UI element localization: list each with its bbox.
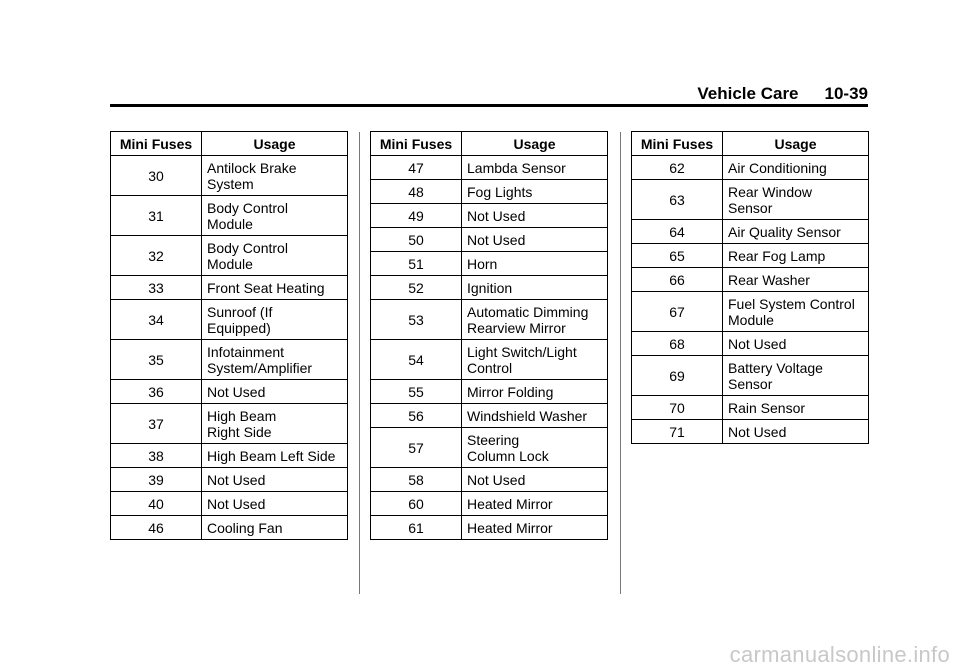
table-row [632,332,869,356]
fuse-number: 36 [111,380,202,404]
table-row [371,468,608,492]
usage-line: Control [467,359,513,376]
fuse-usage [462,204,608,228]
usage-line: Rain Sensor [728,399,806,416]
fuse-number: 37 [111,404,202,444]
table-row [632,244,869,268]
fuse-usage [462,228,608,252]
fuse-number: 66 [632,268,723,292]
table-row [371,276,608,300]
fuse-usage [723,292,869,332]
usage-line: Rear Fog Lamp [728,247,826,264]
usage-line: System [207,175,254,192]
fuse-number: 62 [632,156,723,180]
table-row [632,396,869,420]
table-row [632,220,869,244]
fuse-number: 38 [111,444,202,468]
fuse-usage [462,180,608,204]
fuse-number: 49 [371,204,462,228]
fuse-usage [723,396,869,420]
fuse-number: 52 [371,276,462,300]
fuse-number: 46 [111,516,202,540]
fuse-number: 54 [371,340,462,380]
usage-line: High Beam Left Side [207,447,336,464]
fuse-number: 40 [111,492,202,516]
fuse-number: 30 [111,156,202,196]
usage-line: Sensor [728,375,773,392]
table-row [632,356,869,396]
usage-line: Windshield Washer [467,407,588,424]
fuse-usage [723,244,869,268]
table-row [371,204,608,228]
usage-line: Not Used [467,207,526,224]
fuse-usage [202,276,348,300]
usage-line: Air Quality Sensor [728,223,841,240]
table-row [371,492,608,516]
fuse-usage [202,444,348,468]
usage-line: Horn [467,255,498,272]
usage-line: Column Lock [467,447,549,464]
usage-line: Not Used [467,231,526,248]
fuse-number: 58 [371,468,462,492]
fuse-usage [202,340,348,380]
fuse-number: 32 [111,236,202,276]
fuse-usage [723,356,869,396]
table-row [111,444,348,468]
table-row [632,156,869,180]
fuse-number: 61 [371,516,462,540]
fuse-usage [202,380,348,404]
table-row [632,268,869,292]
usage-line: Body Control [207,239,288,256]
table-row [111,516,348,540]
table-row [111,276,348,300]
usage-line: Not Used [467,471,526,488]
usage-line: Light Switch/Light [467,343,577,360]
usage-line: Not Used [728,335,787,352]
usage-line: Heated Mirror [467,495,553,512]
table-row [371,516,608,540]
table-row [371,428,608,468]
table-row [371,228,608,252]
usage-line: Front Seat Heating [207,279,325,296]
fuse-number: 35 [111,340,202,380]
fuse-usage [462,300,608,340]
fuse-number: 31 [111,196,202,236]
fuse-usage [462,468,608,492]
fuse-number: 65 [632,244,723,268]
fuse-table-2 [370,131,608,540]
fuse-number: 51 [371,252,462,276]
column-header-mini-fuses: Mini Fuses [111,132,202,156]
page-header [110,86,868,107]
table-row [111,380,348,404]
fuse-usage [202,516,348,540]
fuse-usage [462,516,608,540]
fuse-usage [723,268,869,292]
table-row [111,492,348,516]
fuse-number: 33 [111,276,202,300]
fuse-usage [202,236,348,276]
usage-line: High Beam [207,407,277,424]
column-header-mini-fuses: Mini Fuses [632,132,723,156]
fuse-table-1 [110,131,348,540]
table-row [111,340,348,380]
fuse-number: 63 [632,180,723,220]
usage-line: Right Side [207,423,272,440]
fuse-number: 47 [371,156,462,180]
usage-line: Battery Voltage [728,359,823,376]
column-header-usage: Usage [462,132,608,156]
fuse-usage [723,180,869,220]
fuse-usage [202,492,348,516]
usage-line: Cooling Fan [207,519,283,536]
usage-line: Body Control [207,199,288,216]
fuse-number: 56 [371,404,462,428]
fuse-usage [723,332,869,356]
table-row [371,340,608,380]
usage-line: Air Conditioning [728,159,827,176]
fuse-number: 39 [111,468,202,492]
usage-line: Not Used [207,471,266,488]
table-row [111,236,348,276]
fuse-usage [462,428,608,468]
fuse-usage [202,156,348,196]
fuse-usage [462,276,608,300]
usage-line: Heated Mirror [467,519,553,536]
usage-line: Automatic Dimming [467,303,589,320]
usage-line: Module [207,255,253,272]
fuse-number: 69 [632,356,723,396]
usage-line: Fuel System Control [728,295,855,312]
table-row [111,468,348,492]
usage-line: Antilock Brake [207,159,297,176]
table-row [632,180,869,220]
usage-line: Sunroof (If [207,303,273,320]
fuse-number: 57 [371,428,462,468]
fuse-number: 70 [632,396,723,420]
fuse-number: 60 [371,492,462,516]
table-row [111,404,348,444]
usage-line: Equipped) [207,319,271,336]
usage-line: Rearview Mirror [467,319,566,336]
usage-line: Infotainment [207,343,285,360]
section-title: Vehicle Care [697,84,799,103]
watermark: carmanualsonline.info [729,642,950,667]
table-row [111,300,348,340]
usage-line: Sensor [728,199,773,216]
table-row [632,292,869,332]
page-number: 10-39 [824,84,868,103]
usage-line: Not Used [728,423,787,440]
fuse-usage [202,468,348,492]
usage-line: Module [207,215,253,232]
usage-line: System/Amplifier [207,359,313,376]
table-row [371,156,608,180]
fuse-number: 50 [371,228,462,252]
fuse-usage [202,300,348,340]
table-row [111,156,348,196]
header-text [697,84,868,104]
fuse-number: 64 [632,220,723,244]
table-row [371,300,608,340]
column-divider [620,132,621,594]
table-row [632,420,869,444]
fuse-number: 48 [371,180,462,204]
usage-line: Module [728,311,774,328]
fuse-usage [462,252,608,276]
table-row [371,252,608,276]
usage-line: Fog Lights [467,183,533,200]
fuse-number: 71 [632,420,723,444]
usage-line: Not Used [207,495,266,512]
column-header-usage: Usage [723,132,869,156]
table-row [371,404,608,428]
table-row [371,380,608,404]
column-header-usage: Usage [202,132,348,156]
fuse-number: 68 [632,332,723,356]
usage-line: Rear Washer [728,271,810,288]
fuse-number: 34 [111,300,202,340]
table-row [371,180,608,204]
column-divider [359,132,360,594]
usage-line: Mirror Folding [467,383,554,400]
fuse-usage [723,420,869,444]
fuse-usage [462,156,608,180]
fuse-usage [723,220,869,244]
usage-line: Ignition [467,279,513,296]
fuse-usage [462,492,608,516]
fuse-usage [462,404,608,428]
fuse-number: 67 [632,292,723,332]
usage-line: Lambda Sensor [467,159,566,176]
usage-line: Rear Window [728,183,813,200]
fuse-usage [202,196,348,236]
fuse-usage [723,156,869,180]
fuse-usage [462,380,608,404]
fuse-usage [202,404,348,444]
usage-line: Not Used [207,383,266,400]
fuse-number: 55 [371,380,462,404]
fuse-table-3 [631,131,869,444]
usage-line: Steering [467,431,520,448]
column-header-mini-fuses: Mini Fuses [371,132,462,156]
fuse-usage [462,340,608,380]
fuse-number: 53 [371,300,462,340]
table-row [111,196,348,236]
